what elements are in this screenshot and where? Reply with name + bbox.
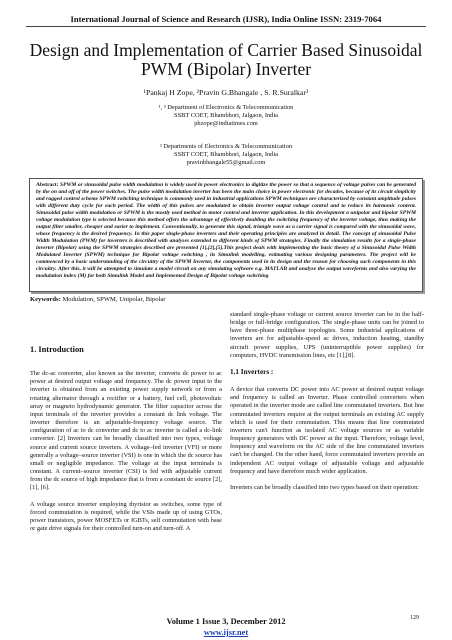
affiliation-1-dept: ¹, ³ Department of Electronics & Telecommunication (158, 104, 294, 111)
affiliation-2-institute: SSBT COET, Bhambhori, Jalgaon, India (174, 151, 278, 159)
keywords (30, 296, 424, 303)
section-1-1-heading: 1.1 Inverters : (230, 367, 274, 376)
header-rule (26, 26, 426, 27)
footer-volume: Volume 1 Issue 3, December 2012 (166, 617, 286, 626)
authors: ¹Pankaj H Zope, ²Pravin G.Bhangale , S. R.Suralkar³ (143, 88, 309, 97)
paper-title: Design and Implementation of Carrier Based Sinusoidal PWM (Bipolar) Inverter (29, 40, 423, 79)
abstract-text: SPWM or sinusoidal pulse width modulation is widely used in power electronics to digitize the power so that a sequence of voltage pulses can be generated by the on and off of the power switches. The pulse width modulation inverter has been the main choice in power electronic for decades, because of its circuit simplicity and rugged control scheme SPWM switching technique is commonly used in industrial applications SPWM techniques are characterized by constant amplitude pulses with different duty cycle for each period. The width of this pulses are modulated to obtain inverter output voltage control and to reduce its harmonic content. Sinusoidal pulse width modulation or SPWM is the mostly used method in motor control and inverter application. In this development a unipolar and bipolar SPWM voltage modulation type is selected because this method offers the advantage of effectively doubling the switching frequency of the inverter voltage, thus making the output filter smaller, cheaper and easier to implement. Conventionally, to generate this signal, triangle wave as a carrier signal is compared with the sinusoidal wave, whose frequency is the desired frequency. In this paper single-phase inverters and their operating principles are analyzed in detail. The concept of sinusoidal Pulse Width Modulation (PWM) for inverters is described with analyses extended to different kinds of SPWM strategies. Finally the simulation results for a single-phase inverter (Bipolar) using the SPWM strategies described are presented [1],[2],[5].This project deals with implementing the basic theory of a Sinusoidal Pulse Width Modulated Inverter (SPWM) technique for Bipolar voltage switching , its Simulink modelling, estimating various designing parameters. The project will be commenced by a basic understanding of the circuitry of the SPWM Inverter, the components used in its design and the reason for choosing such components in this circuitry. After this, it will be attempted to simulate a model circuit on any simulating software e.g. MATLAB and analyse the output waveforms and also varying the modulation index (M) for both Simulink Model and Implemented Design of Bipolar voltage switching (36, 182, 416, 280)
abstract-label: Abstract: (36, 182, 59, 188)
affiliation-2-dept: ² Departments of Electronics & Telecommunication (159, 143, 293, 150)
affiliation-1 (100, 104, 352, 129)
page-number: 129 (410, 615, 419, 621)
abstract-box (29, 178, 423, 292)
affiliation-2 (100, 143, 352, 168)
affiliation-1-email: phzope@indiatimes.com (194, 120, 258, 128)
right-paragraph-1: standard single-phase voltage or current source inverter can be in the half-bridge or full-bridge configuration. The single-phase units can be joined to have three-phase multiphase topologies. Some industrial applications of inverters are for adjustable-speed ac drives, induction heating, standby aircraft power supplies, UPS (uninterruptible power supplies) for computers, HVDC transmission lines, etc [1],[8]. (230, 311, 424, 359)
footer-url-link[interactable]: www.ijsr.net (203, 628, 249, 637)
keywords-text: Modulation, SPWM, Unipolar, Bipolar (62, 296, 166, 303)
journal-header: International Journal of Science and Research (IJSR), India Online ISSN: 2319-7064 (70, 14, 382, 24)
right-column (230, 311, 424, 500)
intro-paragraph-1: The dc-ac converter, also known as the inverter, converts dc power to ac power at desired output voltage and frequency. The dc power input to the inverter is obtained from an existing power supply network or from a rotating alternator through a rectifier or a battery, fuel cell, photovoltaic array or magneto hydrodynamic generator. The filter capacitor across the input terminals of the inverter provides a constant dc link voltage. The inverter therefore is an adjustable-frequency voltage source. The configuration of ac to dc converter and dc to ac inverter is called a dc-link converter. [2] Inverters can be broadly classified into two types, voltage source and current source inverters. A voltage–fed inverter (VFI) or more generally a voltage–source inverter (VSI) is one in which the dc source has small or negligible impedance. The voltage at the input terminals is constant. A current–source inverter (CSI) is fed with adjustable current from the dc source of high impedance that is from a constant dc source [2], [1], [6]. (30, 370, 222, 492)
affiliation-2-email: pravinbhangale55@gmail.com (186, 159, 266, 167)
left-column (30, 346, 222, 541)
right-paragraph-3: Inverters can be broadly classified into two types based on their operation: (230, 483, 420, 491)
intro-paragraph-2: A voltage source inverter employing thyristor as switches, some type of forced commutation is required, while the VSIs made up of using GTOs, power transistors, power MOSFETs or IGBTs, self commutation with base or gate drive signals for their controlled turn-on and turn-off. A (30, 500, 222, 532)
keywords-label: Keywords: (30, 296, 61, 303)
affiliation-1-institute: SSBT COET, Bhambhori, Jalgaon, India (174, 112, 278, 120)
right-paragraph-2: A device that converts DC power into AC power at desired output voltage and frequency is called an Inverter. Phase controlled converters when operated in the inverter mode are called line commutated inverters. But line commutated inverters require at the output terminals an existing AC supply which is used for their commutation. This means that line commutated inverters can't function as isolated AC voltage sources or as variable frequency generators with DC power at the input. Therefore, voltage level, frequency and waveform on the AC side of the line commutated inverters can't be changed. On the other hand, force commutated inverters provide an independent AC output voltage of adjustable voltage and adjustable frequency and have therefore much wider application. (230, 386, 424, 475)
section-1-heading: 1. Introduction (30, 345, 84, 354)
